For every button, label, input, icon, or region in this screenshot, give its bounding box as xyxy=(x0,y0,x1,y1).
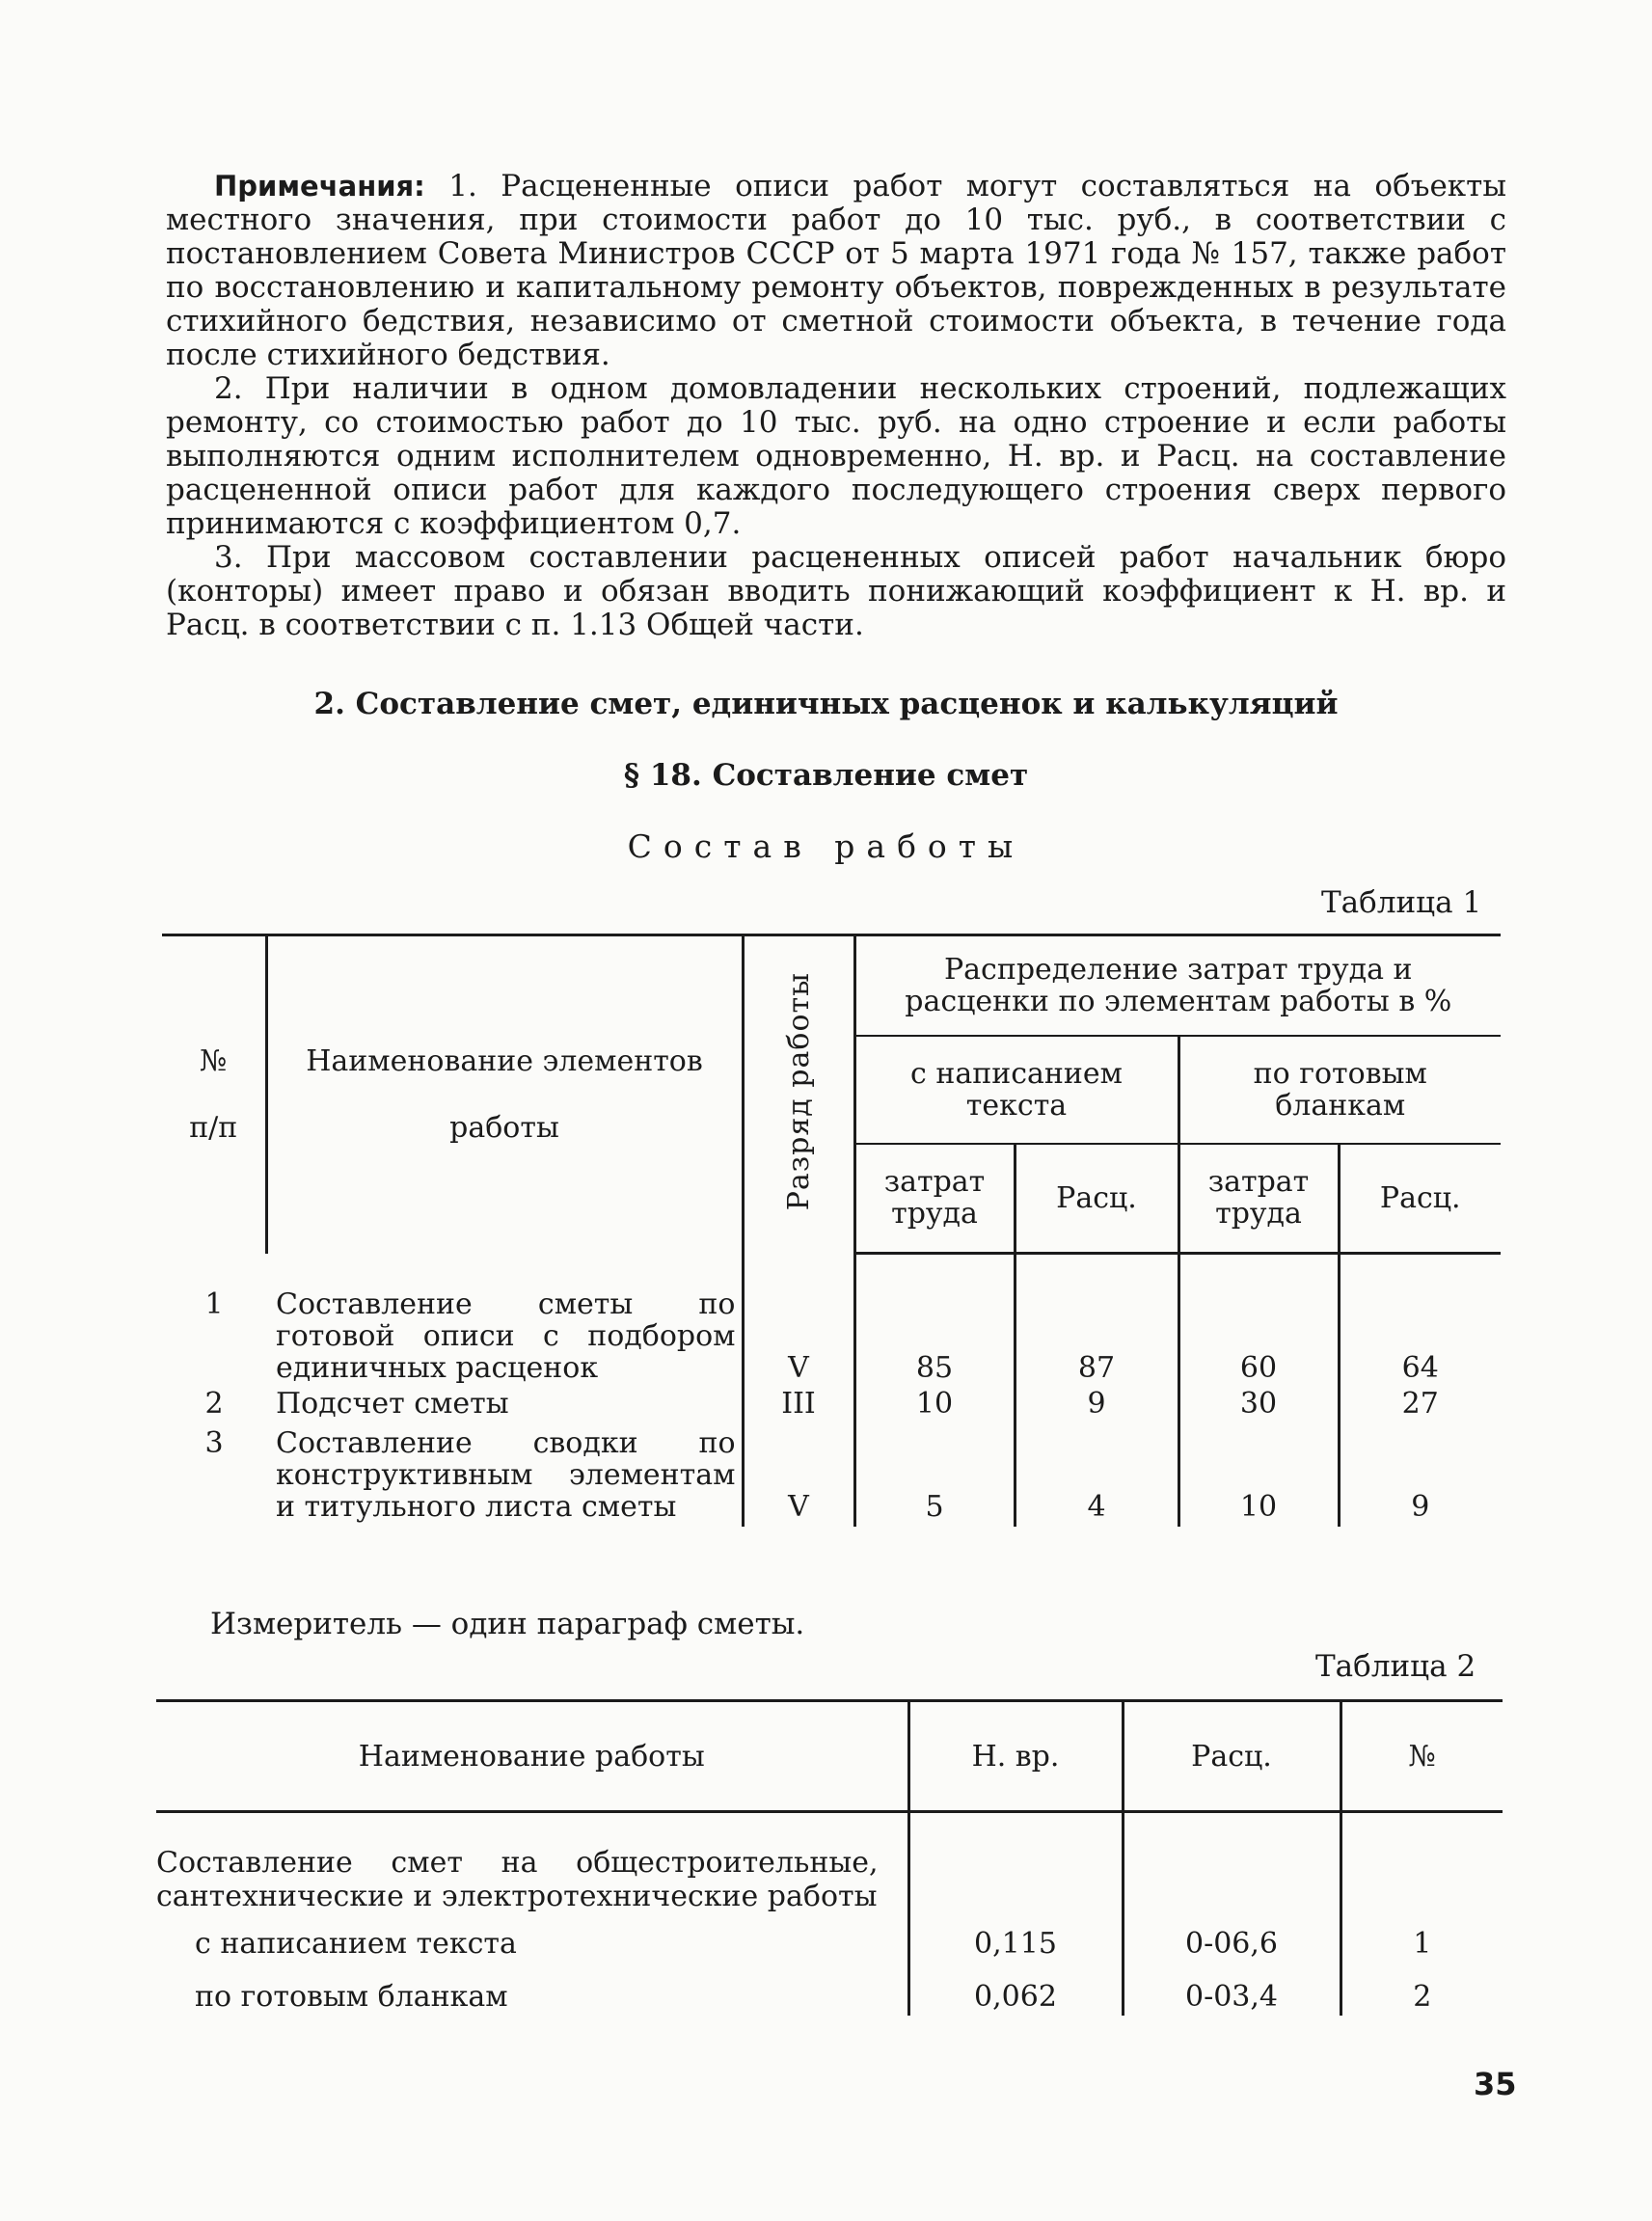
note-2: 2. При наличии в одном домовладении нескольких строений, подлежащих ремонту, со стоимостью работ до 10 тыс. руб. на одно строение и если работы выполняются одним исполнителем одновременно, Н. вр. и Расц. на составление расцененной описи работ для каждого последующего строения сверх первого принимаются с коэффициентом 0,7. xyxy=(166,371,1506,541)
table1-header-rate-1: Расц. xyxy=(1015,1144,1178,1254)
table-row: 2 Подсчет сметы III 10 9 30 27 xyxy=(162,1388,1501,1423)
table1-header-labor-1: затрат труда xyxy=(854,1144,1015,1254)
note-1: Примечания: 1. Расцененные описи работ могут составляться на объекты местного значения, при стоимости работ до 10 тыс. руб., в соответствии с постановлением Совета Министров СССР от 5 марта 1971 года № 157, также работ по восстановлению и капитальному ремонту объектов, поврежденных в результате стихийного бедствия, независимо от сметной стоимости объекта, в течение года после стихийного бедствия. xyxy=(166,169,1507,372)
measure-note: Измеритель — один параграф сметы. xyxy=(210,1607,805,1641)
table2-label: Таблица 2 xyxy=(1315,1649,1476,1684)
table1-header-distribution: Распределение затрат труда и расценки по элементам работы в % xyxy=(854,935,1501,1036)
table1-header-grade: Разряд работы xyxy=(743,935,854,1254)
table1 xyxy=(162,934,1501,1527)
composition-heading: Состав работы xyxy=(627,827,1025,865)
note-3: 3. При массовом составлении расцененных описей работ начальник бюро (конторы) имеет право и обязан вводить понижающий коэффициент к Н. вр. и Расц. в соответствии с п. 1.13 Общей части. xyxy=(166,540,1506,642)
table1-header-with-text: с написанием текста xyxy=(854,1036,1178,1144)
table1-header-name: Наименование элементов работы xyxy=(266,935,743,1254)
table-row: по готовым бланкам 0,062 0-03,4 2 xyxy=(156,1963,1503,2016)
table1-header-num: № п/п xyxy=(162,935,266,1254)
page-number: 35 xyxy=(1474,2066,1517,2102)
table2-header-num: № xyxy=(1341,1701,1503,1812)
table1-header-rate-2: Расц. xyxy=(1339,1144,1501,1254)
table-row: Составление смет на общестроительные, сантехнические и электротехнические работы xyxy=(156,1812,1503,1916)
table1-header-blanks: по готовым бланкам xyxy=(1178,1036,1501,1144)
table2-header-rate: Расц. xyxy=(1123,1701,1341,1812)
table2-header-time: Н. вр. xyxy=(908,1701,1123,1812)
table1-label: Таблица 1 xyxy=(1321,885,1482,920)
table-row: 1 Составление сметы по готовой описи с подбором единичных расценок V 85 87 60 64 xyxy=(162,1254,1501,1388)
table1-header-labor-2: затрат труда xyxy=(1178,1144,1339,1254)
table2 xyxy=(156,1699,1503,2016)
table2-header-name: Наименование работы xyxy=(156,1701,908,1812)
section-heading: 2. Составление смет, единичных расценок и калькуляций xyxy=(313,687,1339,721)
notes-heading: Примечания: xyxy=(214,170,425,203)
notes-block xyxy=(166,170,1506,642)
table-row: 3 Составление сводки по конструктивным элементам и титульного листа сметы V 5 4 10 9 xyxy=(162,1423,1501,1527)
table-row: с написанием текста 0,115 0-06,6 1 xyxy=(156,1915,1503,1963)
paragraph-heading: § 18. Составление смет xyxy=(623,758,1029,793)
